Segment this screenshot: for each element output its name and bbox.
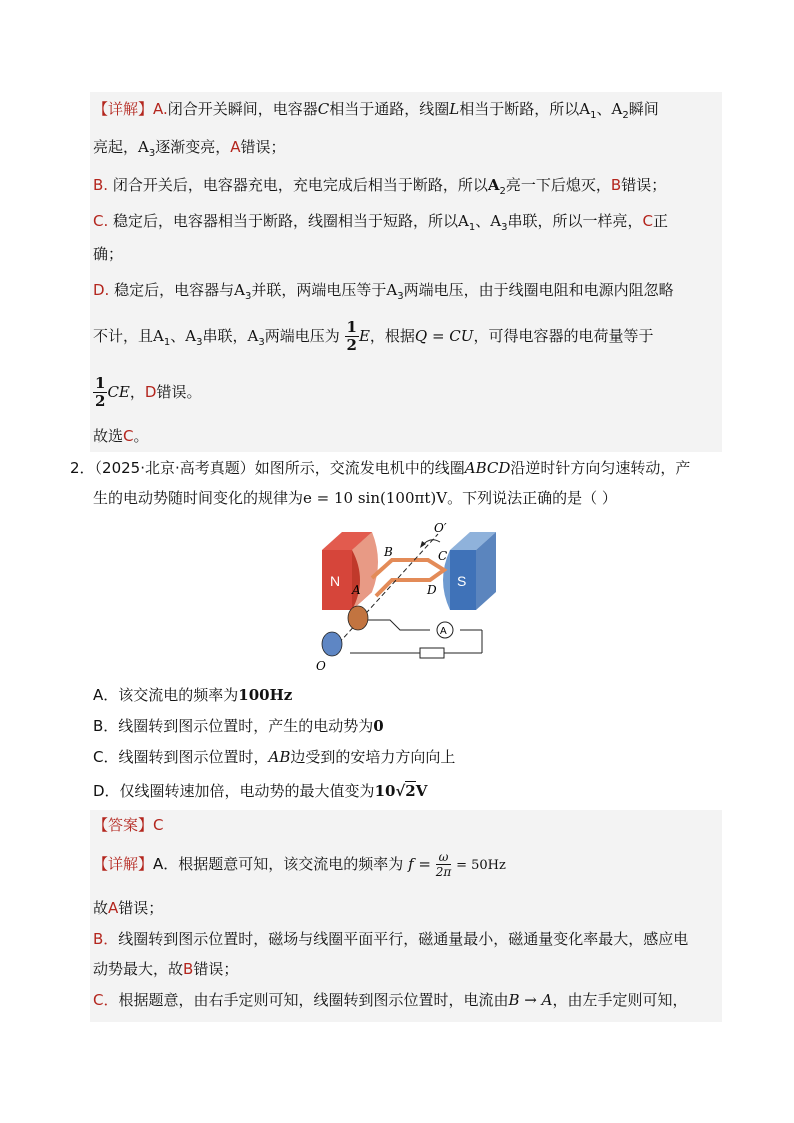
analysis2-line-1: 【详解】A．根据题意可知，该交流电的频率为 f = $\frac{\omega}{2\pi}$ = 50Hz	[93, 850, 506, 879]
rotation-arrow	[422, 540, 440, 546]
label-o: O	[316, 659, 326, 673]
sqrt-sign: √	[395, 782, 406, 800]
n-label: N	[330, 573, 341, 589]
analysis1-line-1: 【详解】A.闭合开关瞬间，电容器C相当于通路，线圈L相当于断路，所以$A_1$、$A_2$瞬间	[93, 100, 659, 121]
fraction-half-2: $\frac{1}{2}$	[95, 374, 106, 410]
answer-line: 【答案】C	[93, 816, 164, 834]
resistor	[420, 648, 444, 658]
analysis1-line-9: 故选C。	[93, 427, 149, 445]
analysis1-line-3: B. 闭合开关后，电容器充电，充电完成后相当于断路，所以$A_2$亮一下后熄灭，B错误；	[93, 176, 667, 197]
analysis1-line-7: 不计，且$A_1$、$A_3$串联，$A_3$两端电压为 $\frac{1}{2}$ E，根据Q = CU，可得电容器的电荷量等于	[93, 318, 654, 354]
label-c: C	[438, 549, 448, 563]
option-b: B．线圈转到图示位置时，产生的电动势为0	[93, 717, 384, 735]
rotation-arrowhead	[420, 541, 426, 548]
generator-figure	[310, 520, 500, 675]
question2-stem-line-2: 生的电动势随时间变化的规律为e = 10 sin(100πt)V。下列说法正确的是（ ）	[93, 489, 617, 507]
option-a: A．该交流电的频率为100Hz	[93, 686, 293, 704]
analysis2-line-3: B．线圈转到图示位置时，磁场与线圈平面平行，磁通量最小，磁通量变化率最大，感应电	[93, 930, 689, 948]
label-o-prime: O′	[434, 521, 447, 535]
label-b: B	[384, 545, 393, 559]
fraction-omega-2pi: $\frac{\omega}{2\pi}$	[435, 850, 452, 879]
analysis2-line-2: 故A错误；	[93, 899, 164, 917]
analysis1-line-5: 确；	[93, 245, 124, 263]
fraction-half: $\frac{1}{2}$	[346, 318, 357, 354]
analysis1-line-6: D. 稳定后，电容器与$A_3$并联，两端电压等于$A_3$两端电压，由于线圈电阻和电源内阻忽略	[93, 281, 674, 302]
analysis1-line-4: C. 稳定后，电容器相当于断路，线圈相当于短路，所以$A_1$、$A_3$串联，所以一样亮，C正	[93, 212, 669, 233]
option-c: C．线圈转到图示位置时，AB边受到的安培力方向向上	[93, 748, 456, 766]
analysis2-line-5: C．根据题意，由右手定则可知，线圈转到图示位置时，电流由B → A，由左手定则可知，	[93, 991, 688, 1009]
analysis2-line-4: 动势最大，故B错误；	[93, 960, 239, 978]
option-d: D．仅线圈转速加倍，电动势的最大值变为10√2V	[93, 782, 428, 800]
analysis1-line-2: 亮起，$A_3$逐渐变亮，A错误；	[93, 138, 286, 159]
s-label: S	[457, 573, 467, 589]
slip-ring-1	[348, 606, 368, 630]
circuit-wire-top	[368, 620, 430, 630]
analysis1-line-8: $\frac{1}{2}$ CE，D错误。	[95, 374, 202, 410]
slip-ring-2	[322, 632, 342, 656]
label-d: D	[427, 583, 437, 597]
label-a: A	[352, 583, 361, 597]
question2-stem-line-1: 2．（2025·北京·高考真题）如图所示，交流发电机中的线圈ABCD沿逆时针方向匀速转动，产	[70, 459, 691, 477]
ammeter-label: A	[440, 626, 447, 637]
